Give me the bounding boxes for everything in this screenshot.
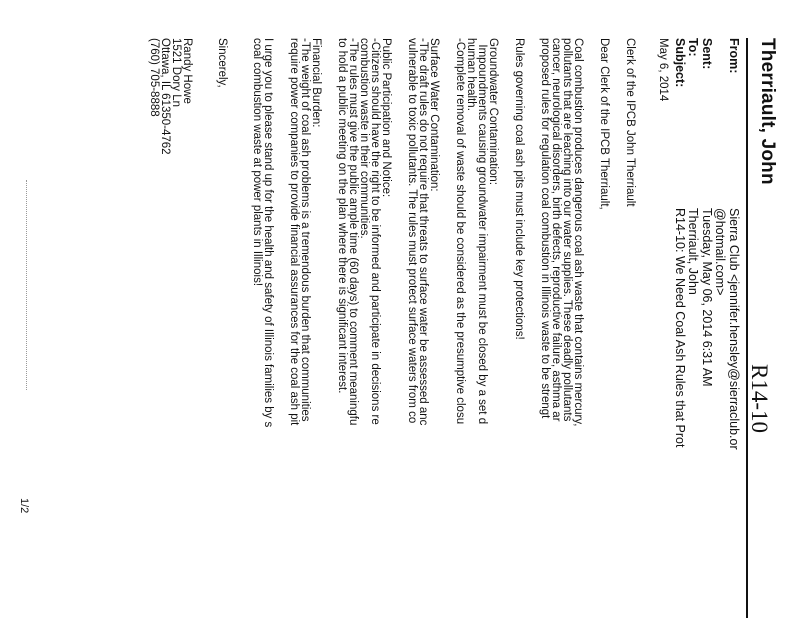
sent-value: Tuesday, May 06, 2014 6:31 AM [700, 208, 714, 387]
participation-line: -Citizens should have the right to be informed and participate in decisions re [369, 38, 381, 425]
from-value: Sierra Club <jennifer.hensley@sierraclub.or [727, 208, 741, 450]
intro-line: pollutants that are leaching into our water supplies. These deadly pollutants [561, 38, 573, 422]
groundwater-heading: Groundwater Contamination: [487, 38, 499, 186]
letter-recipient: Clerk of the IPCB John Therriault [624, 38, 636, 207]
groundwater-line: human health. [465, 38, 477, 111]
signature-street: 1521 Dory Ln [170, 38, 182, 108]
participation-line: to hold a public meeting on the plan where there is significant interest. [336, 38, 348, 394]
subject-row [673, 38, 687, 618]
participation-heading: Public Participation and Notice: [380, 38, 392, 198]
participation-line: combustion waste in their communities. [358, 38, 370, 239]
sent-row [700, 38, 714, 618]
surface-water-line: vulnerable to toxic pollutants. The rules must protect surface waters from co [406, 38, 418, 424]
closing-request-line: coal combustion waste at power plants in Illinois! [251, 38, 263, 287]
subject-value: R14-10: We Need Coal Ash Rules that Prot [673, 208, 687, 448]
surface-water-line: -The draft rules do not require that threats to surface water be assessed anc [417, 38, 429, 426]
to-label: To: [686, 38, 701, 57]
from-value-continued: @hotmail.com> [713, 208, 728, 296]
page-mark: 1/2 [18, 498, 30, 514]
to-value: Therriault, John [686, 208, 701, 295]
signature-phone: (760) 705-8888 [148, 38, 160, 117]
signature-city: Ottawa, IL 61350-4762 [159, 38, 171, 155]
to-row [686, 38, 700, 618]
subject-label: Subject: [673, 38, 687, 88]
financial-line: -The weight of coal ash problems is a tremendous burden that communities [299, 38, 311, 422]
signature-name: Randy Howe [181, 38, 193, 104]
letter-date: May 6, 2014 [657, 38, 669, 102]
email-metadata [673, 38, 741, 618]
letter-salutation: Dear Clerk of the IPCB Therriault, [598, 38, 610, 210]
financial-heading: Financial Burden: [310, 38, 322, 128]
document-number: R14-10 [747, 364, 772, 433]
surface-water-heading: Surface Water Contamination: [428, 38, 440, 192]
header-divider [746, 38, 748, 618]
intro-line: Coal combustion produces dangerous coal ash waste that contains mercury, [572, 38, 584, 427]
sender-header-name: Therriault, John [757, 38, 778, 185]
scan-dotted-line [25, 180, 27, 390]
groundwater-line: Impoundments causing groundwater impairment must be closed by a set d [476, 38, 488, 425]
closing-request-line: I urge you to please stand up for the health and safety of Illinois families by s [262, 38, 274, 428]
intro-line: proposed rules for regulation coal combustion in Illinois waste to be strengt [539, 38, 551, 419]
from-label: From: [727, 38, 741, 74]
signoff: Sincerely, [216, 38, 228, 88]
key-protections-line: Rules governing coal ash pits must include key protections! [513, 38, 525, 340]
intro-line: cancer, neurological disorders, birth defects, reproductive failure, asthma ar [550, 38, 562, 422]
groundwater-line: -Complete removal of waste should be considered as the presumptive closu [454, 38, 466, 425]
from-row [727, 38, 741, 618]
participation-line: -The rules must give the public ample time (60 days) to comment meaningfu [347, 38, 359, 426]
from-row-continued [713, 38, 727, 618]
sent-label: Sent: [700, 38, 714, 70]
financial-line: require power companies to provide financial assurances for the coal ash pit [288, 38, 300, 426]
letter-body [148, 38, 668, 618]
